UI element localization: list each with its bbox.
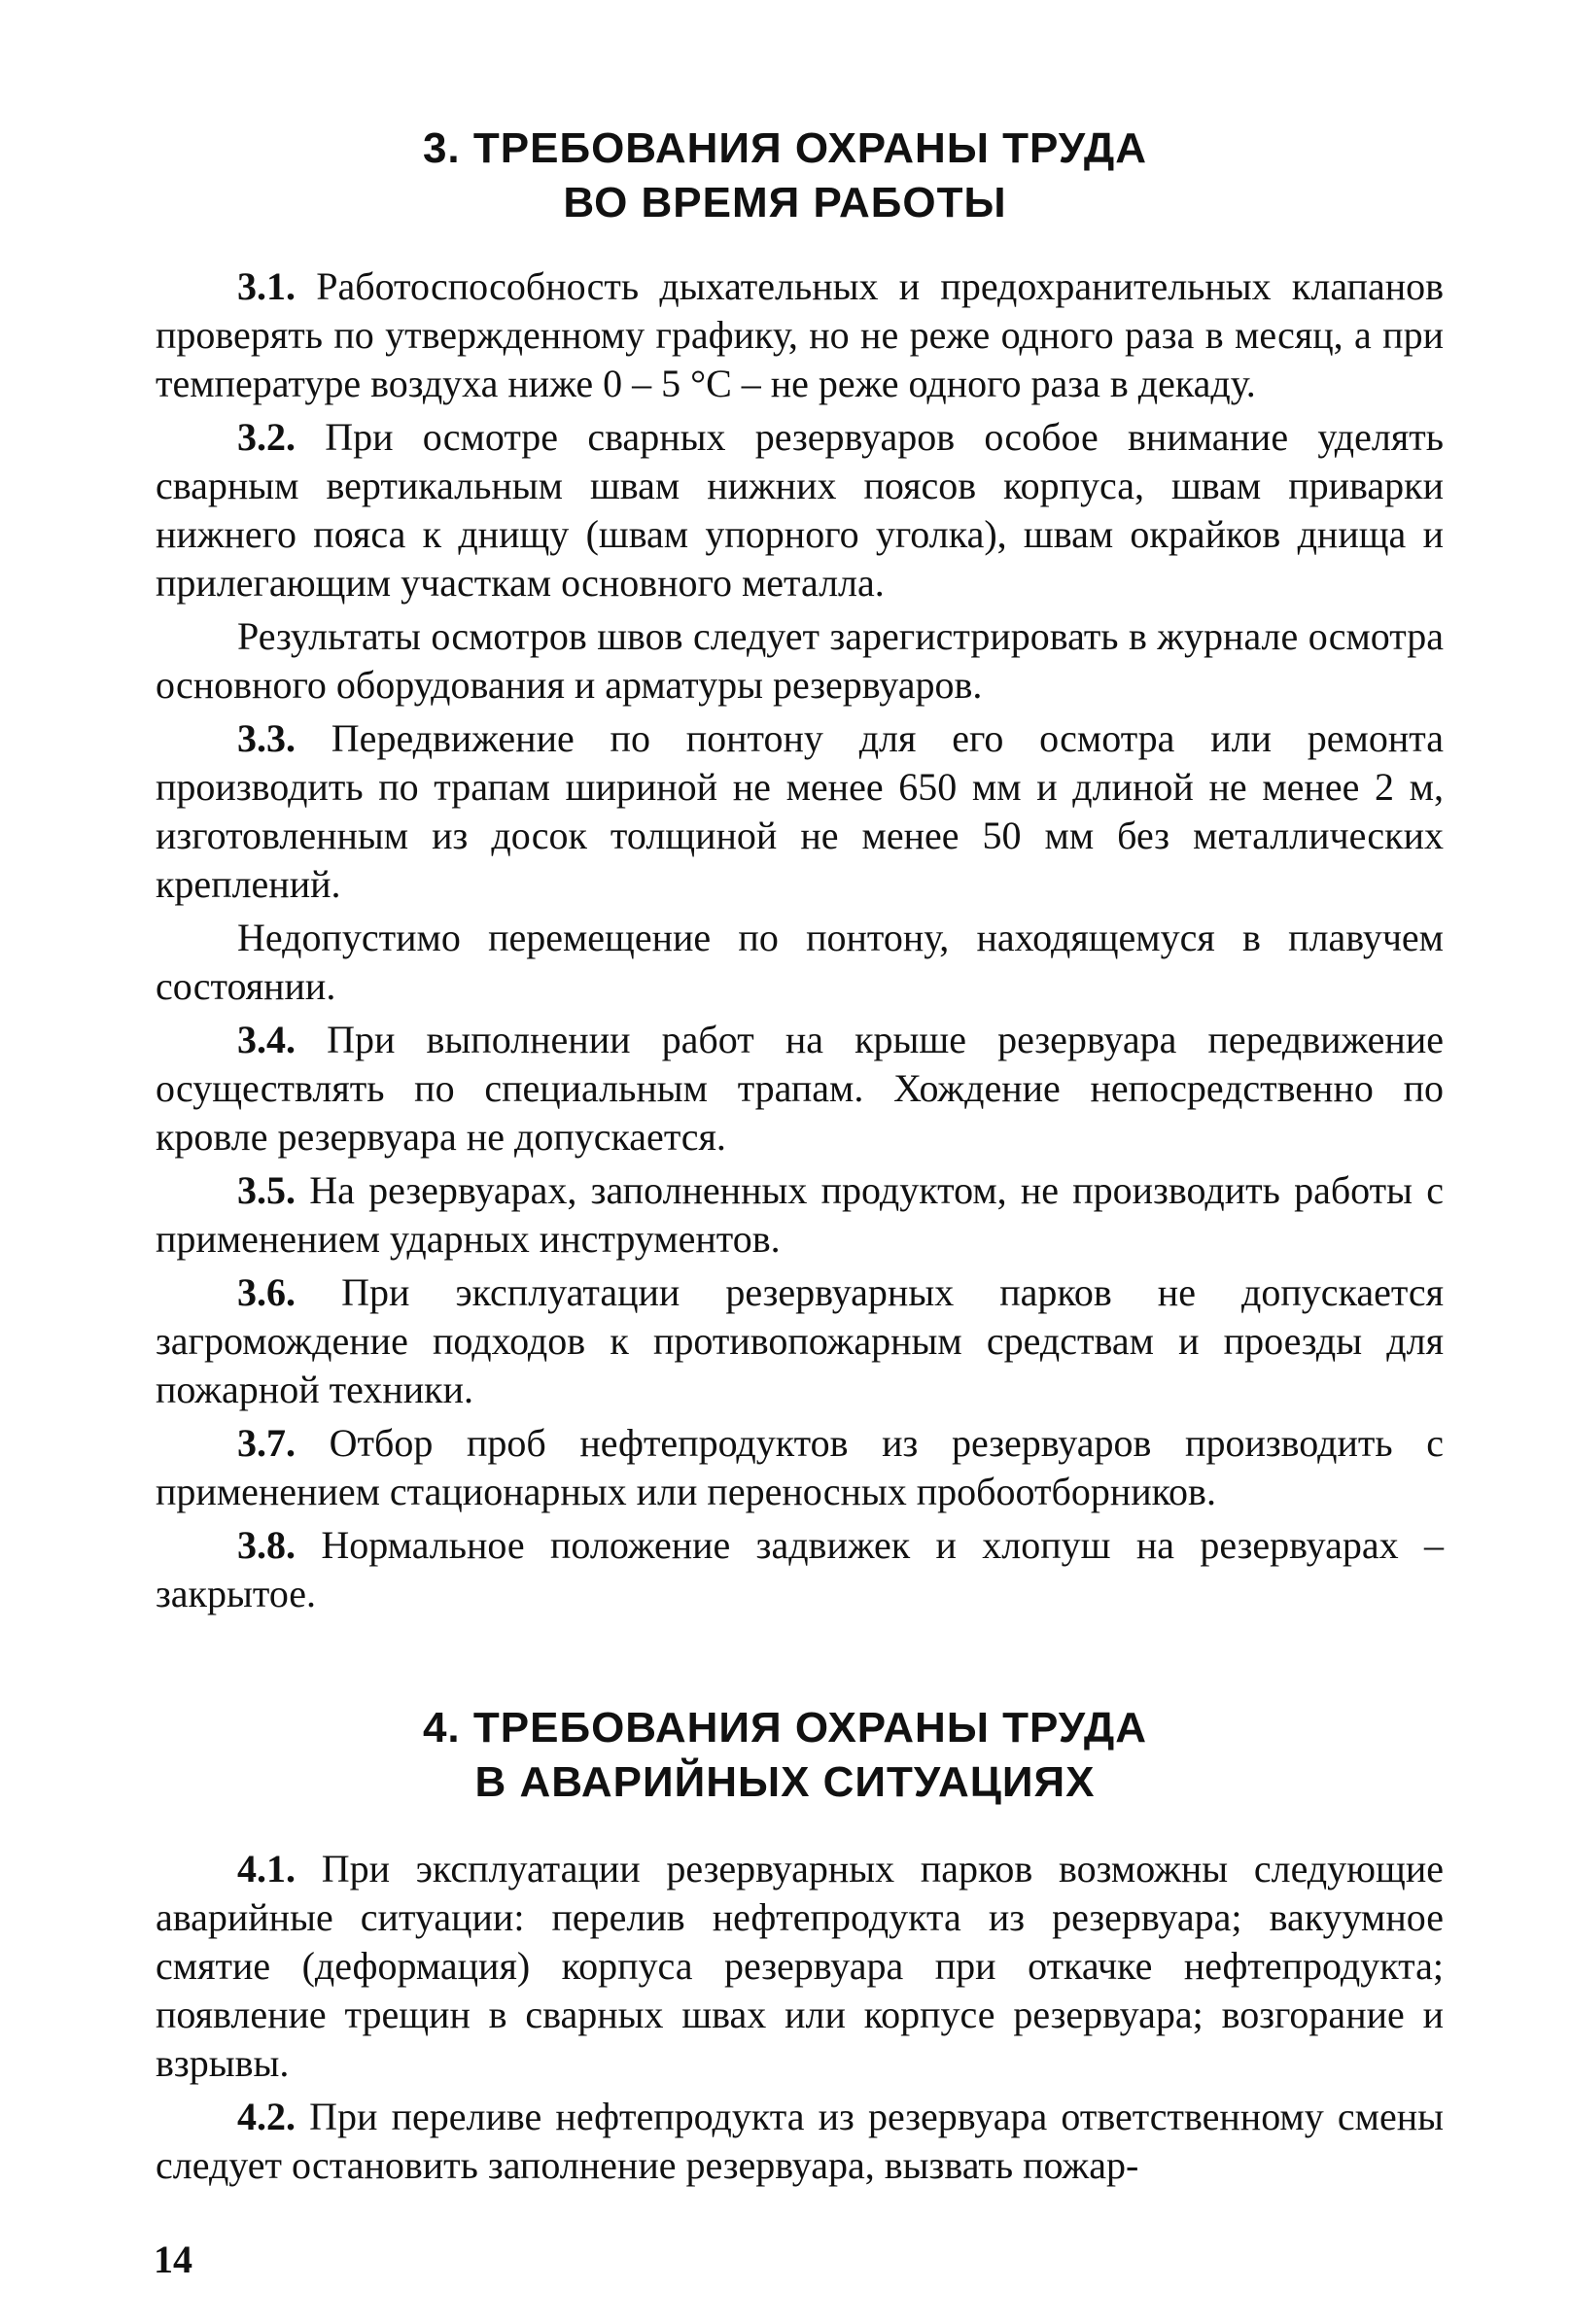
- paragraph-text: Передвижение по понтону для его осмотра или ремонта производить по трапам шириной не менее 650 мм и длиной не менее 2 м, изготовленным из досок толщиной не менее 50 мм без металлических креплений.: [156, 716, 1444, 906]
- section-3-heading-line-2: ВО ВРЕМЯ РАБОТЫ: [563, 179, 1007, 226]
- paragraph-text: Недопустимо перемещение по понтону, находящемуся в плавучем состоянии.: [156, 916, 1444, 1008]
- paragraph-number: 4.1.: [237, 1847, 296, 1890]
- paragraph-number: 3.1.: [237, 264, 296, 308]
- section-3-body: [156, 262, 1444, 1623]
- paragraph-text: Работоспособность дыхательных и предохранительных клапанов проверять по утвержденному графику, но не реже одного раза в месяц, а при температуре воздуха ниже 0 – 5 °С – не реже одного раза в декаду.: [156, 264, 1444, 405]
- paragraph-3-6: [156, 1268, 1444, 1414]
- paragraph-text: Нормальное положение задвижек и хлопуш на резервуарах – закрытое.: [156, 1523, 1444, 1615]
- paragraph-text: При выполнении работ на крыше резервуара передвижение осуществлять по специальным трапам. Хождение непосредственно по кровле резервуара не допускается.: [156, 1018, 1444, 1159]
- paragraph-number: 3.8.: [237, 1523, 296, 1567]
- paragraph-text: При переливе нефтепродукта из резервуара ответственному смены следует остановить заполнение резервуара, вызвать пожар-: [156, 2095, 1444, 2187]
- paragraph-3-4: [156, 1016, 1444, 1162]
- paragraph-3-2: [156, 413, 1444, 607]
- paragraph-number: 3.6.: [237, 1270, 296, 1314]
- paragraph-number: 4.2.: [237, 2095, 296, 2138]
- paragraph-3-2-results: [156, 612, 1444, 710]
- paragraph-text: Отбор проб нефтепродуктов из резервуаров производить с применением стационарных или переносных пробоотборников.: [156, 1421, 1444, 1513]
- section-3-heading: [0, 121, 1570, 230]
- paragraph-3-7: [156, 1419, 1444, 1516]
- paragraph-text: На резервуарах, заполненных продуктом, не производить работы с применением ударных инструментов.: [156, 1168, 1444, 1261]
- paragraph-text: При эксплуатации резервуарных парков возможны следующие аварийные ситуации: перелив нефтепродукта из резервуара; вакуумное смятие (деформация) корпуса резервуара при откачке нефтепродукта; появление трещин в сварных швах или корпусе резервуара; возгорание и взрывы.: [156, 1847, 1444, 2085]
- section-4-heading-line-1: 4. ТРЕБОВАНИЯ ОХРАНЫ ТРУДА: [422, 1704, 1148, 1752]
- paragraph-text: При эксплуатации резервуарных парков не допускается загромождение подходов к противопожарным средствам и проезды для пожарной техники.: [156, 1270, 1444, 1411]
- paragraph-3-8: [156, 1521, 1444, 1618]
- section-4-body: [156, 1845, 1444, 2195]
- paragraph-4-1: [156, 1845, 1444, 2088]
- paragraph-text: При осмотре сварных резервуаров особое внимание уделять сварным вертикальным швам нижних поясов корпуса, швам приварки нижнего пояса к днищу (швам упорного уголка), швам окрайков днища и прилегающим участкам основного металла.: [156, 415, 1444, 605]
- section-3-heading-line-1: 3. ТРЕБОВАНИЯ ОХРАНЫ ТРУДА: [422, 124, 1148, 172]
- paragraph-number: 3.2.: [237, 415, 296, 459]
- section-4-heading: [0, 1701, 1570, 1810]
- paragraph-number: 3.3.: [237, 716, 296, 760]
- paragraph-3-3: [156, 714, 1444, 909]
- paragraph-4-2: [156, 2093, 1444, 2190]
- paragraph-3-3-note: [156, 914, 1444, 1011]
- section-4-heading-line-2: В АВАРИЙНЫХ СИТУАЦИЯХ: [474, 1758, 1096, 1806]
- paragraph-number: 3.7.: [237, 1421, 296, 1465]
- paragraph-number: 3.5.: [237, 1168, 296, 1212]
- paragraph-text: Результаты осмотров швов следует зарегистрировать в журнале осмотра основного оборудования и арматуры резервуаров.: [156, 614, 1444, 707]
- paragraph-3-1: [156, 262, 1444, 408]
- page-number: 14: [154, 2237, 192, 2281]
- paragraph-number: 3.4.: [237, 1018, 296, 1061]
- paragraph-3-5: [156, 1166, 1444, 1264]
